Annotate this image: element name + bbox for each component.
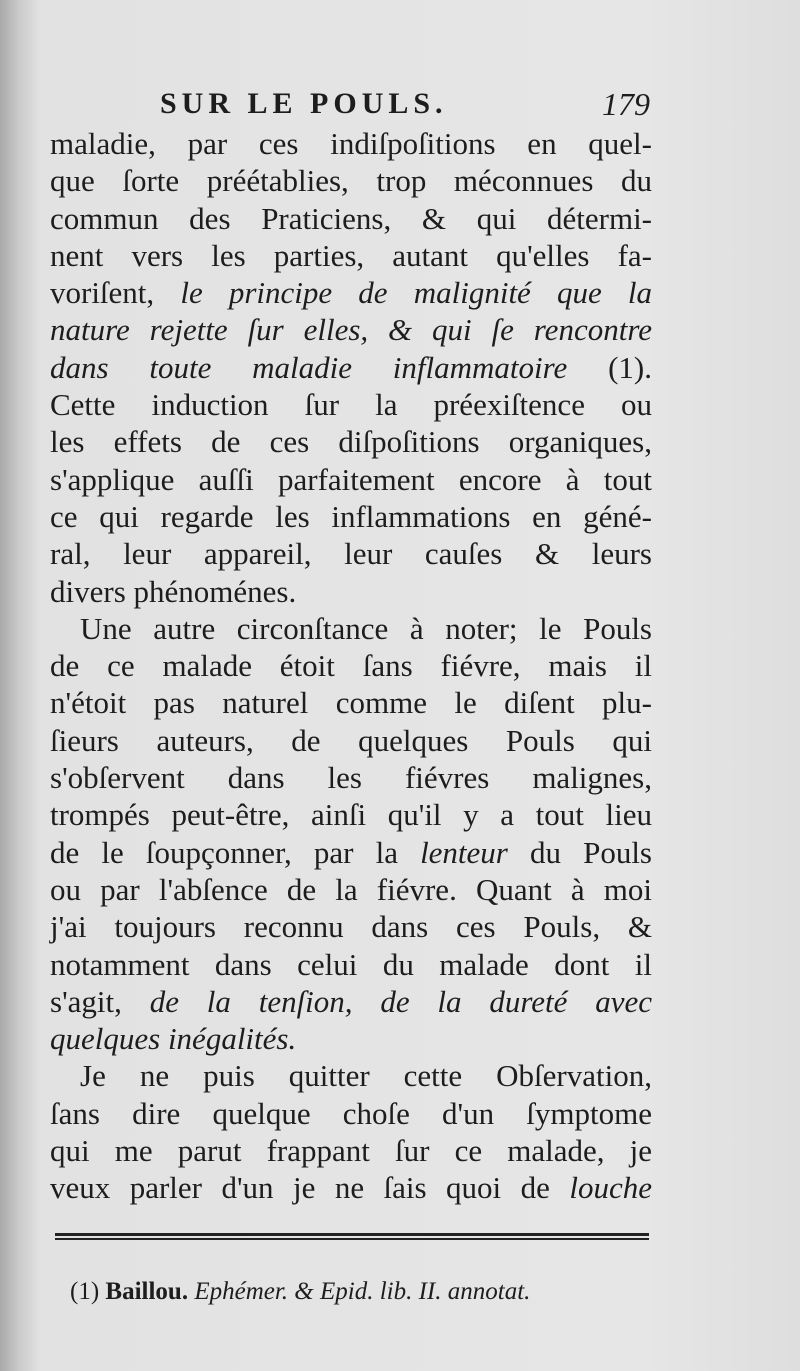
text-segment: ral, leur appareil, leur cauſes & leurs — [50, 536, 652, 572]
text-segment: nent vers les parties, autant qu'elles fa- — [50, 237, 652, 273]
text-segment: ſans dire quelque choſe d'un ſymptome — [50, 1095, 652, 1131]
text-segment: Cette induction ſur la préexiſtence ou — [50, 387, 652, 423]
italic-text: louche — [569, 1170, 652, 1206]
text-line — [50, 125, 652, 162]
text-line — [50, 908, 652, 945]
text-segment: Une autre circonſtance à noter; le Pouls — [80, 610, 652, 646]
text-segment: j'ai toujours reconnu dans ces Pouls, & — [50, 909, 652, 945]
text-line — [50, 461, 652, 498]
text-segment: que ſorte préétablies, trop méconnues du — [50, 163, 652, 199]
footnote-marker: (1) — [70, 1278, 100, 1305]
text-line — [50, 610, 652, 647]
text-line — [50, 1169, 652, 1206]
text-segment: ou par l'abſence de la fiévre. Quant à moi — [50, 871, 652, 907]
text-line — [50, 722, 652, 759]
text-segment: maladie, par ces indiſpoſitions en quel- — [50, 126, 652, 161]
text-line — [50, 946, 652, 983]
text-line — [50, 1020, 652, 1057]
page-number: 179 — [602, 86, 650, 122]
text-segment: Je ne puis quitter cette Obſervation, — [80, 1058, 652, 1094]
text-segment: les effets de ces diſpoſitions organiques, — [50, 424, 652, 460]
text-line — [50, 535, 652, 572]
text-segment: ce qui regarde les inflammations en géné- — [50, 498, 652, 534]
running-title: SUR LE POULS. — [160, 87, 448, 120]
text-line — [50, 759, 652, 796]
text-segment: s'agit, — [50, 983, 150, 1019]
text-segment: de ce malade étoit ſans fiévre, mais il — [50, 648, 652, 684]
text-line — [50, 311, 652, 348]
text-segment: notamment dans celui du malade dont il — [50, 946, 652, 982]
text-segment: ſieurs auteurs, de quelques Pouls qui — [50, 722, 652, 758]
text-segment: divers phénoménes. — [50, 573, 297, 609]
text-segment: trompés peut-être, ainſi qu'il y a tout lieu — [50, 797, 652, 833]
footnote — [70, 1276, 670, 1308]
text-segment: de le ſoupçonner, par la — [50, 834, 421, 870]
italic-text: de la tenſion, de la dureté avec — [149, 983, 652, 1019]
text-line — [50, 573, 652, 610]
text-line — [50, 1132, 652, 1169]
body-text — [50, 125, 652, 1207]
text-segment: (1). — [567, 349, 652, 385]
text-line — [50, 237, 652, 274]
text-segment: s'obſervent dans les fiévres malignes, — [50, 760, 652, 796]
text-segment: commun des Praticiens, & qui détermi- — [50, 200, 652, 236]
footnote-work: Ephémer. & Epid. lib. II. annotat. — [194, 1278, 531, 1305]
text-line — [50, 274, 652, 311]
footnote-rule — [55, 1233, 649, 1240]
italic-text: lenteur — [420, 834, 508, 870]
text-line — [50, 1095, 652, 1132]
italic-text: nature rejette ſur elles, & qui ſe rencontre — [50, 312, 652, 348]
text-line — [50, 349, 652, 386]
text-line — [50, 647, 652, 684]
page-header — [160, 84, 650, 124]
text-line — [50, 983, 652, 1020]
italic-text: quelques inégalités. — [50, 1021, 297, 1057]
text-segment: s'applique auſſi parfaitement encore à tout — [50, 461, 652, 497]
text-line — [50, 796, 652, 833]
text-line — [50, 200, 652, 237]
text-segment: voriſent, — [50, 275, 181, 311]
text-segment: qui me parut frappant ſur ce malade, je — [50, 1133, 652, 1169]
italic-text: le principe de malignité que la — [180, 275, 652, 311]
footnote-author: Baillou. — [105, 1278, 189, 1305]
text-segment: du Pouls — [507, 834, 652, 870]
text-line — [50, 386, 652, 423]
text-line — [50, 423, 652, 460]
text-line — [50, 834, 652, 871]
italic-text: dans toute maladie inflammatoire — [50, 349, 568, 385]
text-line — [50, 498, 652, 535]
text-segment: n'étoit pas naturel comme le diſent plu- — [50, 685, 652, 721]
text-line — [50, 1057, 652, 1094]
text-line — [50, 871, 652, 908]
text-line — [50, 162, 652, 199]
text-segment: veux parler d'un je ne ſais quoi de — [50, 1170, 570, 1206]
text-line — [50, 684, 652, 721]
